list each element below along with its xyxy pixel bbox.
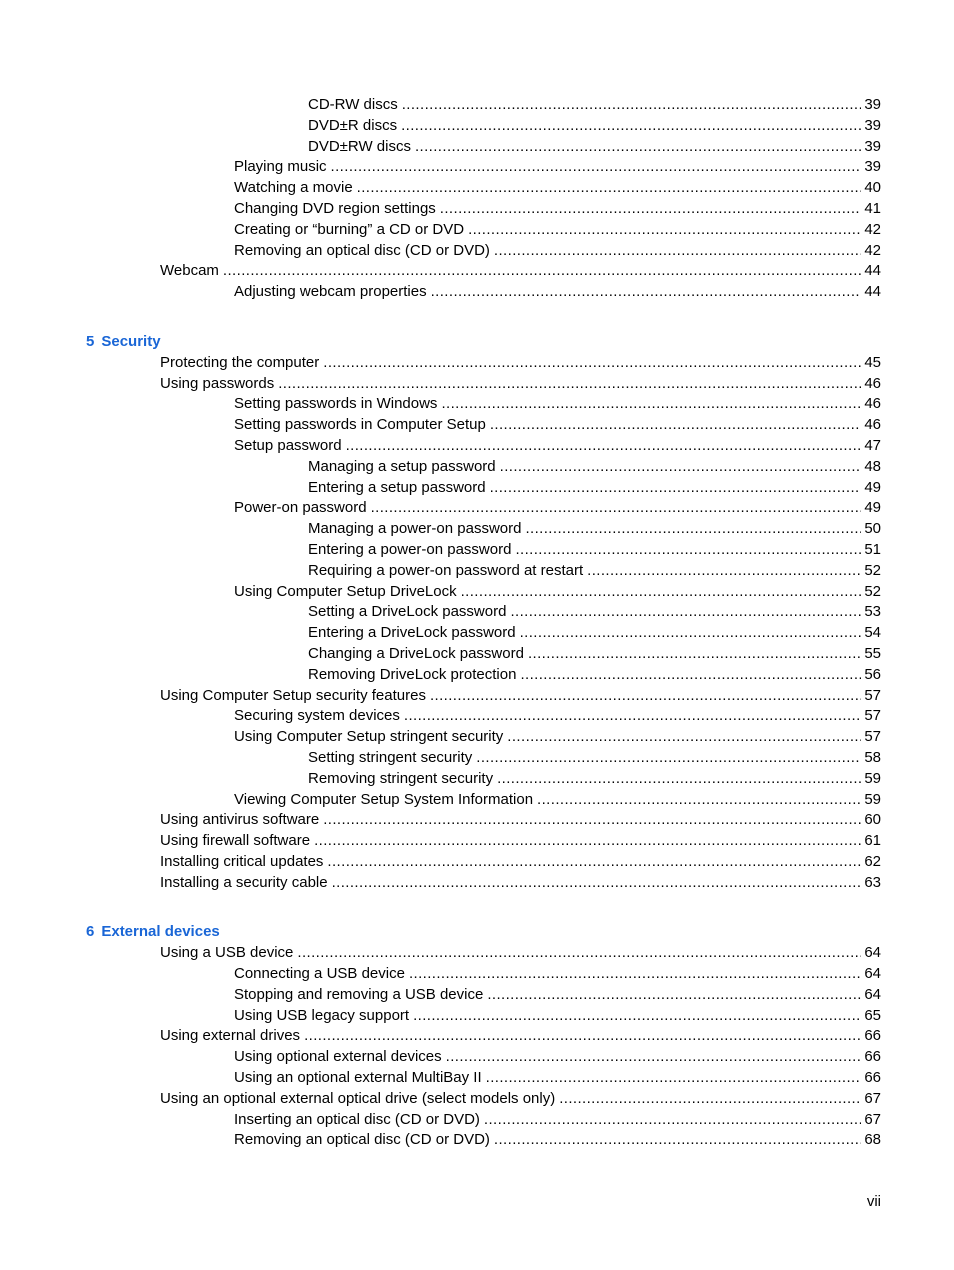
toc-entry[interactable] bbox=[0, 790, 954, 811]
toc-entry-page: 40 bbox=[864, 179, 881, 197]
toc-entry[interactable] bbox=[0, 1026, 954, 1047]
toc-entry[interactable] bbox=[0, 727, 954, 748]
dot-leader bbox=[402, 95, 862, 116]
toc-entry-page: 47 bbox=[864, 436, 881, 454]
toc-entry-title: Using optional external devices bbox=[234, 1048, 442, 1066]
toc-entry[interactable] bbox=[0, 540, 954, 561]
toc-entry-page: 42 bbox=[864, 241, 881, 259]
toc-entry[interactable] bbox=[0, 1089, 954, 1110]
toc-entry-title: Inserting an optical disc (CD or DVD) bbox=[234, 1110, 480, 1128]
dot-leader bbox=[346, 436, 862, 457]
toc-entry[interactable] bbox=[0, 665, 954, 686]
dot-leader bbox=[507, 727, 861, 748]
dot-leader bbox=[357, 178, 862, 199]
toc-entry[interactable] bbox=[0, 478, 954, 499]
toc-entry-title: Using a USB device bbox=[160, 944, 294, 962]
dot-leader bbox=[494, 1130, 861, 1151]
toc-entry[interactable] bbox=[0, 374, 954, 395]
toc-entry-title: DVD±R discs bbox=[308, 116, 398, 134]
toc-entry-page: 49 bbox=[864, 478, 881, 496]
dot-leader bbox=[323, 353, 861, 374]
chapter-number: 5 bbox=[86, 332, 95, 350]
toc-entry[interactable] bbox=[0, 644, 954, 665]
dot-leader bbox=[297, 943, 861, 964]
toc-entry-page: 55 bbox=[864, 644, 881, 662]
dot-leader bbox=[559, 1089, 861, 1110]
toc-entry-title: Protecting the computer bbox=[160, 353, 320, 371]
toc-entry-title: Securing system devices bbox=[234, 707, 400, 725]
toc-entry-title: Managing a setup password bbox=[308, 457, 496, 475]
toc-entry-title: Installing critical updates bbox=[160, 852, 324, 870]
dot-leader bbox=[494, 241, 861, 262]
toc-entry-page: 59 bbox=[864, 769, 881, 787]
toc-entry-page: 59 bbox=[864, 790, 881, 808]
dot-leader bbox=[404, 706, 861, 727]
toc-entry-page: 52 bbox=[864, 582, 881, 600]
toc-entry-page: 48 bbox=[864, 457, 881, 475]
toc-entry-title: Using passwords bbox=[160, 374, 275, 392]
toc-entry[interactable] bbox=[0, 1068, 954, 1089]
toc-entry-page: 41 bbox=[864, 199, 881, 217]
dot-leader bbox=[461, 582, 862, 603]
toc-entry-title: Adjusting webcam properties bbox=[234, 283, 427, 301]
toc-entry-page: 65 bbox=[864, 1006, 881, 1024]
table-of-contents bbox=[0, 95, 954, 1151]
toc-entry[interactable] bbox=[0, 137, 954, 158]
toc-entry-page: 57 bbox=[864, 728, 881, 746]
toc-entry-page: 51 bbox=[864, 540, 881, 558]
dot-leader bbox=[515, 540, 861, 561]
toc-entry-title: Removing stringent security bbox=[308, 769, 494, 787]
toc-entry-title: Entering a power-on password bbox=[308, 540, 512, 558]
dot-leader bbox=[468, 220, 861, 241]
toc-entry-page: 46 bbox=[864, 395, 881, 413]
toc-entry-page: 54 bbox=[864, 624, 881, 642]
toc-entry[interactable] bbox=[0, 602, 954, 623]
toc-entry-title: Using USB legacy support bbox=[234, 1006, 410, 1024]
toc-entry-page: 67 bbox=[864, 1110, 881, 1128]
toc-entry-title: Using Computer Setup DriveLock bbox=[234, 582, 457, 600]
chapter-heading[interactable] bbox=[0, 332, 954, 353]
dot-leader bbox=[409, 964, 861, 985]
page-number: vii bbox=[866, 1193, 881, 1210]
toc-entry-page: 62 bbox=[864, 852, 881, 870]
toc-entry-title: Requiring a power-on password at restart bbox=[308, 561, 584, 579]
toc-entry-title: Entering a DriveLock password bbox=[308, 624, 516, 642]
toc-entry-page: 64 bbox=[864, 944, 881, 962]
chapter-title: External devices bbox=[101, 923, 220, 941]
toc-entry-page: 53 bbox=[864, 603, 881, 621]
dot-leader bbox=[528, 644, 861, 665]
toc-entry[interactable] bbox=[0, 964, 954, 985]
toc-entry[interactable] bbox=[0, 582, 954, 603]
toc-entry-page: 39 bbox=[864, 116, 881, 134]
toc-entry-page: 46 bbox=[864, 374, 881, 392]
toc-entry-page: 64 bbox=[864, 985, 881, 1003]
dot-leader bbox=[430, 686, 861, 707]
dot-leader bbox=[415, 137, 861, 158]
toc-entry-title: Setting a DriveLock password bbox=[308, 603, 507, 621]
dot-leader bbox=[431, 282, 862, 303]
toc-entry-title: Connecting a USB device bbox=[234, 965, 405, 983]
toc-entry-title: Power-on password bbox=[234, 499, 367, 517]
toc-entry-page: 39 bbox=[864, 96, 881, 113]
dot-leader bbox=[304, 1026, 861, 1047]
toc-entry[interactable] bbox=[0, 116, 954, 137]
toc-entry[interactable] bbox=[0, 831, 954, 852]
toc-entry-title: Setup password bbox=[234, 436, 342, 454]
toc-entry-title: Setting passwords in Computer Setup bbox=[234, 416, 486, 434]
toc-entry-page: 63 bbox=[864, 873, 881, 891]
dot-leader bbox=[413, 1006, 861, 1027]
dot-leader bbox=[440, 199, 862, 220]
toc-entry-title: Using external drives bbox=[160, 1027, 301, 1045]
toc-entry-page: 57 bbox=[864, 686, 881, 704]
toc-entry[interactable] bbox=[0, 178, 954, 199]
toc-entry-page: 44 bbox=[864, 283, 881, 301]
toc-entry[interactable] bbox=[0, 873, 954, 894]
toc-entry-page: 61 bbox=[864, 832, 881, 850]
dot-leader bbox=[525, 519, 861, 540]
toc-entry-page: 66 bbox=[864, 1048, 881, 1066]
toc-entry-title: Using Computer Setup stringent security bbox=[234, 728, 504, 746]
toc-entry-title: Removing an optical disc (CD or DVD) bbox=[234, 1131, 490, 1149]
dot-leader bbox=[510, 602, 861, 623]
dot-leader bbox=[520, 623, 862, 644]
toc-entry[interactable] bbox=[0, 1006, 954, 1027]
toc-entry-title: Webcam bbox=[160, 262, 219, 280]
toc-entry-page: 58 bbox=[864, 748, 881, 766]
toc-entry-page: 52 bbox=[864, 561, 881, 579]
toc-entry-page: 67 bbox=[864, 1089, 881, 1107]
dot-leader bbox=[587, 561, 861, 582]
dot-leader bbox=[446, 1047, 862, 1068]
toc-entry-page: 44 bbox=[864, 262, 881, 280]
toc-entry-title: Installing a security cable bbox=[160, 873, 328, 891]
toc-entry-title: Entering a setup password bbox=[308, 478, 486, 496]
dot-leader bbox=[490, 415, 862, 436]
toc-entry-page: 42 bbox=[864, 220, 881, 238]
toc-entry[interactable] bbox=[0, 1130, 954, 1151]
toc-entry[interactable] bbox=[0, 852, 954, 873]
toc-entry-title: Playing music bbox=[234, 158, 327, 176]
toc-entry-page: 66 bbox=[864, 1069, 881, 1087]
toc-entry-title: Changing a DriveLock password bbox=[308, 644, 524, 662]
chapter-title: Security bbox=[101, 332, 161, 350]
toc-entry-title: DVD±RW discs bbox=[308, 137, 411, 155]
toc-entry[interactable] bbox=[0, 943, 954, 964]
dot-leader bbox=[223, 261, 861, 282]
toc-entry-title: Using firewall software bbox=[160, 832, 311, 850]
toc-entry-page: 66 bbox=[864, 1027, 881, 1045]
dot-leader bbox=[371, 498, 862, 519]
toc-entry[interactable] bbox=[0, 457, 954, 478]
toc-entry[interactable] bbox=[0, 1110, 954, 1131]
toc-entry[interactable] bbox=[0, 261, 954, 282]
toc-entry-title: CD-RW discs bbox=[308, 96, 398, 113]
toc-entry-title: Using an optional external optical drive (select models only) bbox=[160, 1089, 556, 1107]
toc-entry-title: Setting passwords in Windows bbox=[234, 395, 438, 413]
toc-entry[interactable] bbox=[0, 561, 954, 582]
toc-entry-title: Managing a power-on password bbox=[308, 520, 522, 538]
dot-leader bbox=[327, 852, 861, 873]
toc-entry[interactable] bbox=[0, 769, 954, 790]
toc-entry-title: Changing DVD region settings bbox=[234, 199, 436, 217]
toc-entry-title: Removing an optical disc (CD or DVD) bbox=[234, 241, 490, 259]
toc-entry[interactable] bbox=[0, 985, 954, 1006]
toc-entry-title: Creating or “burning” a CD or DVD bbox=[234, 220, 465, 238]
toc-entry-page: 56 bbox=[864, 665, 881, 683]
toc-entry[interactable] bbox=[0, 519, 954, 540]
dot-leader bbox=[323, 810, 861, 831]
toc-entry-title: Viewing Computer Setup System Information bbox=[234, 790, 534, 808]
toc-entry[interactable] bbox=[0, 199, 954, 220]
toc-entry[interactable] bbox=[0, 220, 954, 241]
dot-leader bbox=[401, 116, 861, 137]
toc-entry[interactable] bbox=[0, 1047, 954, 1068]
dot-leader bbox=[484, 1110, 861, 1131]
dot-leader bbox=[331, 157, 862, 178]
toc-entry[interactable] bbox=[0, 498, 954, 519]
toc-entry[interactable] bbox=[0, 623, 954, 644]
toc-entry-page: 49 bbox=[864, 499, 881, 517]
dot-leader bbox=[497, 769, 861, 790]
dot-leader bbox=[486, 1068, 862, 1089]
dot-leader bbox=[487, 985, 861, 1006]
dot-leader bbox=[490, 478, 862, 499]
toc-entry-page: 68 bbox=[864, 1131, 881, 1149]
toc-entry-title: Removing DriveLock protection bbox=[308, 665, 517, 683]
toc-entry-title: Using antivirus software bbox=[160, 811, 320, 829]
dot-leader bbox=[537, 790, 861, 811]
toc-entry-title: Watching a movie bbox=[234, 179, 353, 197]
dot-leader bbox=[500, 457, 862, 478]
dot-leader bbox=[441, 394, 861, 415]
toc-entry[interactable] bbox=[0, 95, 954, 116]
toc-entry[interactable] bbox=[0, 706, 954, 727]
toc-entry[interactable] bbox=[0, 394, 954, 415]
toc-entry[interactable] bbox=[0, 686, 954, 707]
toc-entry-page: 64 bbox=[864, 965, 881, 983]
toc-entry[interactable] bbox=[0, 748, 954, 769]
toc-entry[interactable] bbox=[0, 415, 954, 436]
toc-entry-title: Using an optional external MultiBay II bbox=[234, 1069, 482, 1087]
chapter-heading[interactable] bbox=[0, 922, 954, 943]
toc-entry-page: 60 bbox=[864, 811, 881, 829]
dot-leader bbox=[520, 665, 861, 686]
toc-entry-title: Using Computer Setup security features bbox=[160, 686, 426, 704]
toc-entry[interactable] bbox=[0, 810, 954, 831]
toc-entry-page: 57 bbox=[864, 707, 881, 725]
dot-leader bbox=[278, 374, 861, 395]
dot-leader bbox=[314, 831, 861, 852]
toc-entry-title: Setting stringent security bbox=[308, 748, 473, 766]
toc-entry[interactable] bbox=[0, 282, 954, 303]
toc-entry-page: 39 bbox=[864, 137, 881, 155]
toc-entry[interactable] bbox=[0, 436, 954, 457]
toc-entry[interactable] bbox=[0, 157, 954, 178]
toc-entry-title: Stopping and removing a USB device bbox=[234, 985, 484, 1003]
toc-entry-page: 45 bbox=[864, 353, 881, 371]
toc-entry-page: 46 bbox=[864, 416, 881, 434]
toc-entry-page: 50 bbox=[864, 520, 881, 538]
dot-leader bbox=[332, 873, 862, 894]
toc-entry[interactable] bbox=[0, 353, 954, 374]
chapter-number: 6 bbox=[86, 923, 95, 941]
dot-leader bbox=[476, 748, 861, 769]
toc-entry[interactable] bbox=[0, 241, 954, 262]
toc-entry-page: 39 bbox=[864, 158, 881, 176]
